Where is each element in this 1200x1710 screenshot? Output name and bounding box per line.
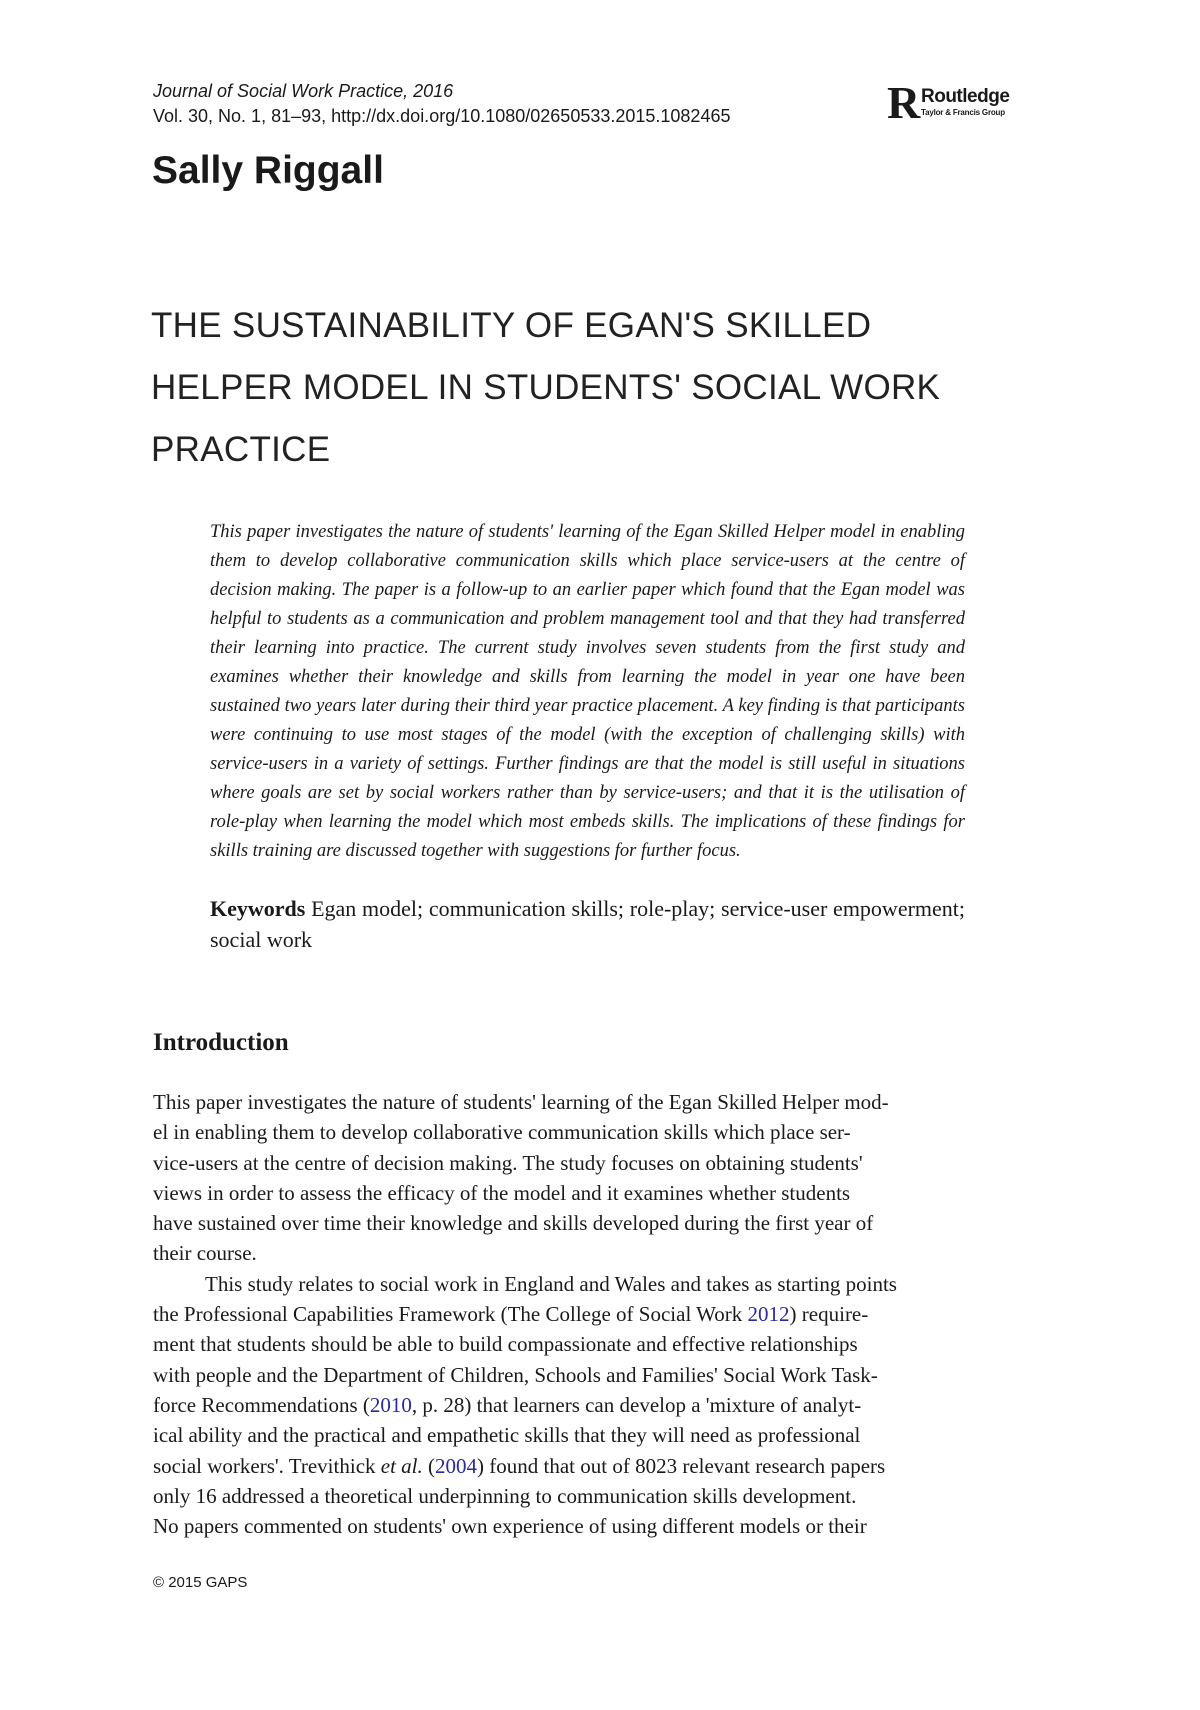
keywords-text: Egan model; communication skills; role-play; service-user empowerment; social work bbox=[210, 896, 966, 952]
routledge-logo bbox=[887, 77, 1027, 128]
abstract: This paper investigates the nature of students' learning of the Egan Skilled Helper model in enabling them to develop collaborative communication skills which place service-users at the centre of decision making. The paper is a follow-up to an earlier paper which found that the Egan model was helpful to students as a communication and problem management tool and that they had transferred their learning into practice. The current study involves seven students from the first study and examines whether their knowledge and skills from learning the model in year one have been sustained two years later during their third year practice placement. A key finding is that participants were continuing to use most stages of the model (with the exception of challenging skills) with service-users in a variety of settings. Further findings are that the model is still useful in situations where goals are set by social workers rather than by service-users; and that it is the utilisation of role-play when learning the model which most embeds skills. The implications of these findings for skills training are discussed together with suggestions for further focus. bbox=[210, 522, 965, 861]
body-line: have sustained over time their knowledge and skills developed during the first year of bbox=[153, 1211, 874, 1236]
journal-name: Journal of Social Work Practice, 2016 bbox=[153, 81, 454, 101]
citation-link[interactable]: 2012 bbox=[747, 1302, 790, 1327]
body-line: ical ability and the practical and empathetic skills that they will need as professional bbox=[153, 1423, 861, 1448]
et-al-italic: et al. bbox=[380, 1453, 423, 1478]
journal-citation-doi[interactable]: Vol. 30, No. 1, 81–93, http://dx.doi.org/10.1080/02650533.2015.1082465 bbox=[153, 106, 731, 126]
body-line: This paper investigates the nature of students' learning of the Egan Skilled Helper mod- bbox=[153, 1090, 889, 1114]
body-line: with people and the Department of Children, Schools and Families' Social Work Task- bbox=[153, 1362, 878, 1387]
keywords bbox=[210, 893, 965, 955]
title-line: HELPER MODEL IN STUDENTS' SOCIAL WORK bbox=[151, 368, 941, 407]
section-heading-introduction: Introduction bbox=[153, 1029, 289, 1056]
introduction-body bbox=[153, 1087, 1019, 1541]
author-name: Sally Riggall bbox=[152, 149, 384, 192]
copyright-notice: © 2015 GAPS bbox=[153, 1574, 248, 1591]
body-line: their course. bbox=[153, 1241, 257, 1266]
citation-link[interactable]: 2010 bbox=[369, 1392, 412, 1417]
body-line: ment that students should be able to build compassionate and effective relationships bbox=[153, 1332, 858, 1357]
title-line: PRACTICE bbox=[151, 430, 331, 469]
routledge-logo-subtitle: Taylor & Francis Group bbox=[921, 108, 1005, 117]
body-line: views in order to assess the efficacy of the model and it examines whether students bbox=[153, 1180, 851, 1205]
body-line: el in enabling them to develop collaborative communication skills which place ser- bbox=[153, 1120, 851, 1145]
body-line: the Professional Capabilities Framework (The College of Social Work 2012) require- bbox=[153, 1302, 869, 1327]
keywords-label: Keywords bbox=[210, 896, 306, 921]
article-title bbox=[151, 295, 1051, 481]
body-line: only 16 addressed a theoretical underpinning to communication skills development. bbox=[153, 1483, 857, 1508]
body-line: social workers'. Trevithick et al. (2004) found that out of 8023 relevant research papers bbox=[153, 1453, 886, 1478]
body-line: force Recommendations (2010, p. 28) that learners can develop a 'mixture of analyt- bbox=[153, 1392, 862, 1417]
routledge-r-mark: R bbox=[887, 77, 921, 128]
body-line: vice-users at the centre of decision making. The study focuses on obtaining students' bbox=[153, 1150, 863, 1175]
body-line: This study relates to social work in England and Wales and takes as starting points bbox=[205, 1271, 897, 1296]
routledge-logo-name: Routledge bbox=[921, 86, 1010, 107]
body-line: No papers commented on students' own experience of using different models or their bbox=[153, 1514, 867, 1539]
citation-link[interactable]: 2004 bbox=[435, 1453, 478, 1478]
title-line: THE SUSTAINABILITY OF EGAN'S SKILLED bbox=[151, 306, 872, 345]
